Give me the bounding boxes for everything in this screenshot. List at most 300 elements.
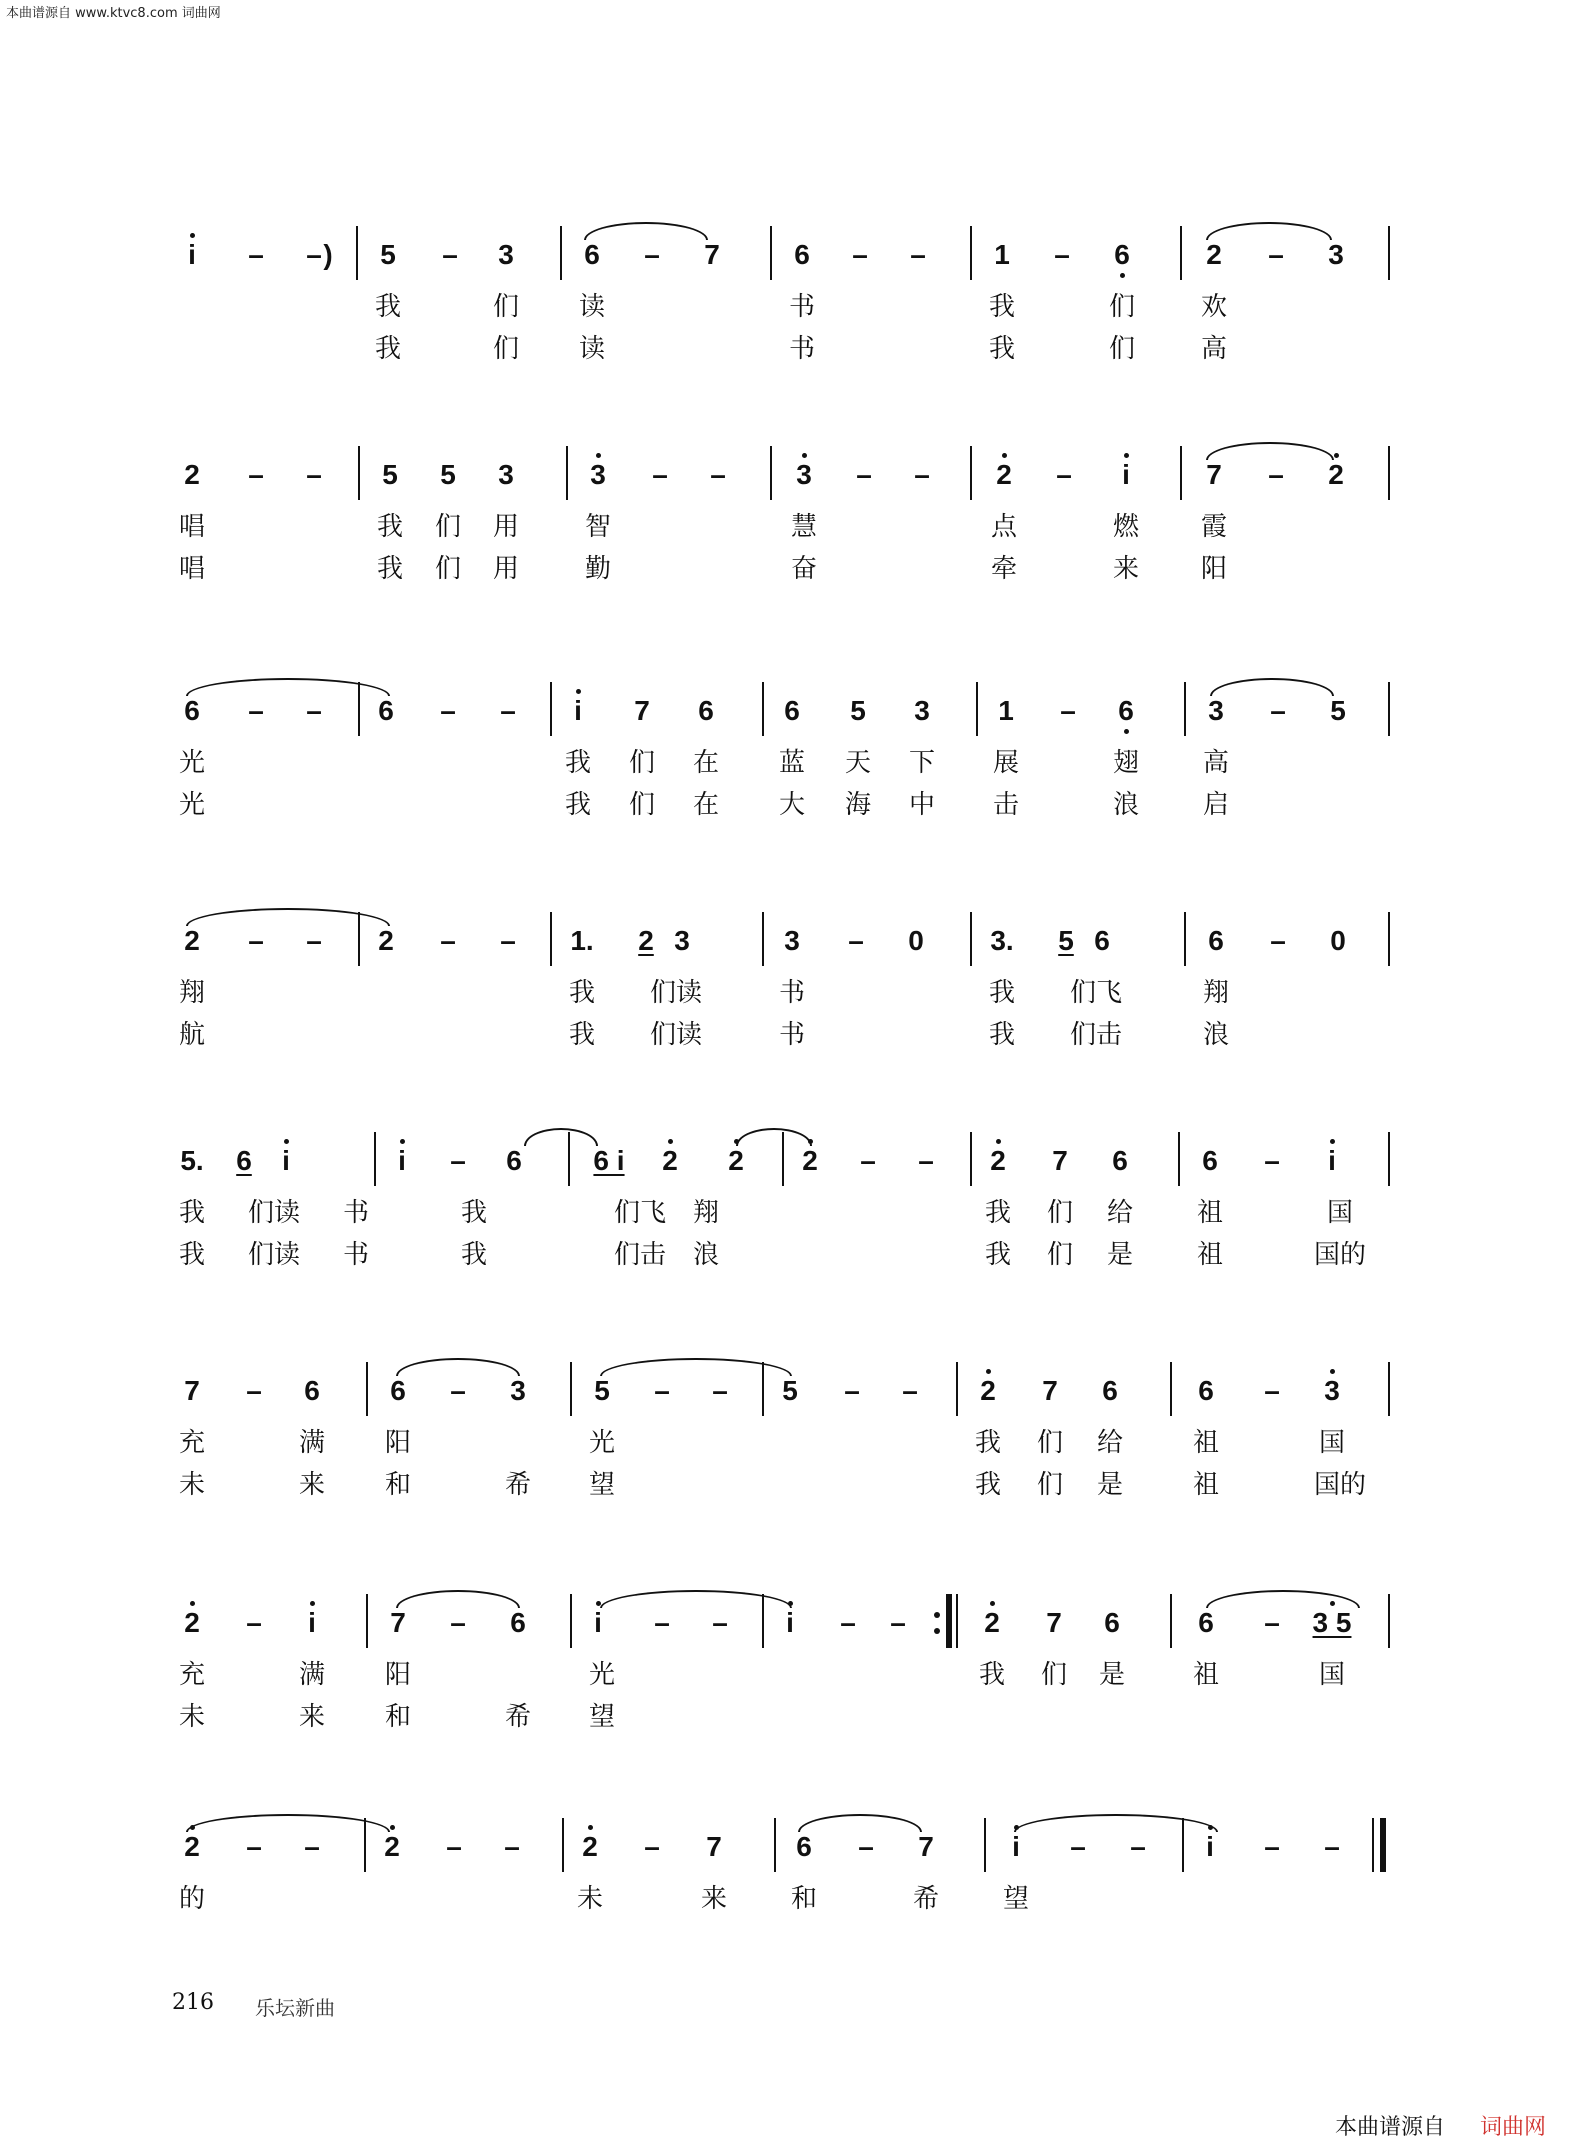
barline xyxy=(1180,446,1182,500)
note: – xyxy=(644,1831,660,1862)
note: – xyxy=(654,1607,670,1638)
lyric: 国 xyxy=(1318,1660,1345,1690)
lyric: 高 xyxy=(1202,748,1229,778)
staff-row-4 xyxy=(170,912,1400,1056)
note: 5 xyxy=(1330,695,1346,726)
lyric: 我 xyxy=(374,292,401,322)
note: 6 xyxy=(1100,240,1144,270)
note: 7 xyxy=(706,1831,722,1862)
note: – xyxy=(246,1375,262,1406)
note: 2 xyxy=(714,1146,758,1176)
note: i xyxy=(290,1608,334,1638)
barline xyxy=(560,226,562,280)
note: – xyxy=(442,239,458,270)
slur xyxy=(1206,222,1332,240)
lyric: 和 xyxy=(790,1884,817,1914)
lyric: 祖 xyxy=(1192,1470,1219,1500)
lyric: 翔 xyxy=(1202,978,1229,1008)
lyric: 们 xyxy=(1036,1470,1063,1500)
note: – xyxy=(306,695,322,726)
note: – xyxy=(306,925,322,956)
staff-row-8 xyxy=(170,1818,1400,1920)
barline xyxy=(774,1818,776,1872)
lyric: 我 xyxy=(564,790,591,820)
barline xyxy=(970,226,972,280)
lyric: 用 xyxy=(492,512,519,542)
lyric: 我 xyxy=(460,1240,487,1270)
lyric: 击 xyxy=(992,790,1019,820)
lyric: 勤 xyxy=(584,554,611,584)
note: – xyxy=(858,1831,874,1862)
lyric: 望 xyxy=(588,1470,615,1500)
note: 2 xyxy=(184,459,200,490)
note: 6 xyxy=(794,239,810,270)
note: i xyxy=(576,1608,620,1638)
note: 5 xyxy=(440,459,456,490)
note: 1. xyxy=(570,925,594,956)
barline xyxy=(366,1362,368,1416)
note: – xyxy=(914,459,930,490)
lyric: 我 xyxy=(178,1198,205,1228)
note: 6 xyxy=(1208,925,1224,956)
lyric: 翅 xyxy=(1112,748,1139,778)
barline xyxy=(1180,226,1182,280)
note: 2 xyxy=(378,925,394,956)
note: – xyxy=(1264,1375,1280,1406)
note: 2 xyxy=(638,925,654,956)
slur xyxy=(798,1814,922,1832)
note: 0 xyxy=(908,925,924,956)
lyric: 启 xyxy=(1202,790,1229,820)
staff-row-2 xyxy=(170,446,1400,590)
slur xyxy=(736,1128,812,1146)
barline xyxy=(1170,1594,1172,1648)
lyric: 希 xyxy=(912,1884,939,1914)
lyric: 大 xyxy=(778,790,805,820)
barline xyxy=(550,912,552,966)
note: 6 xyxy=(1112,1145,1128,1176)
note: 6 xyxy=(1202,1145,1218,1176)
lyric: 用 xyxy=(492,554,519,584)
lyric: 们读 xyxy=(649,1020,702,1050)
lyric: 浪 xyxy=(1202,1020,1229,1050)
note: – xyxy=(440,695,456,726)
lyric: 祖 xyxy=(1196,1240,1223,1270)
lyric: 满 xyxy=(298,1428,325,1458)
lyric: 光 xyxy=(588,1660,615,1690)
slur xyxy=(1206,1590,1360,1608)
note: 6 i xyxy=(593,1145,625,1176)
lyric: 书 xyxy=(342,1198,369,1228)
note: 2 xyxy=(966,1376,1010,1406)
note: 6 xyxy=(304,1375,320,1406)
note: 2 xyxy=(1314,460,1358,490)
lyric: 来 xyxy=(700,1884,727,1914)
barline xyxy=(364,1818,366,1872)
note: – xyxy=(644,239,660,270)
note: – xyxy=(1268,459,1284,490)
note: 6 xyxy=(796,1831,812,1862)
note: i xyxy=(994,1832,1038,1862)
barline xyxy=(970,446,972,500)
lyric: 们 xyxy=(1108,334,1135,364)
lyric: 我 xyxy=(984,1240,1011,1270)
slur xyxy=(584,222,708,240)
note: 6 xyxy=(510,1607,526,1638)
lyric: 们 xyxy=(1046,1240,1073,1270)
note: – xyxy=(910,239,926,270)
note: 3 xyxy=(1328,239,1344,270)
lyric: 翔 xyxy=(692,1198,719,1228)
lyric: 未 xyxy=(178,1470,205,1500)
lyric: 奋 xyxy=(790,554,817,584)
note: – xyxy=(1060,695,1076,726)
note: – xyxy=(860,1145,876,1176)
lyric: 我 xyxy=(988,978,1015,1008)
lyric: 和 xyxy=(384,1470,411,1500)
staff-row-6 xyxy=(170,1362,1400,1506)
barline xyxy=(984,1818,986,1872)
barline xyxy=(770,446,772,500)
note: 2 xyxy=(648,1146,692,1176)
lyric: 们击 xyxy=(613,1240,666,1270)
slur xyxy=(1210,678,1334,696)
lyric: 来 xyxy=(298,1470,325,1500)
lyric: 高 xyxy=(1200,334,1227,364)
lyric: 给 xyxy=(1096,1428,1123,1458)
barline xyxy=(976,682,978,736)
lyric: 我 xyxy=(988,1020,1015,1050)
lyric: 们飞 xyxy=(1069,978,1122,1008)
lyric: 们 xyxy=(1108,292,1135,322)
note: 6 xyxy=(784,695,800,726)
barline xyxy=(1388,682,1390,736)
lyric: 欢 xyxy=(1200,292,1227,322)
lyric: 书 xyxy=(342,1240,369,1270)
lyric: 我 xyxy=(984,1198,1011,1228)
lyric: 读 xyxy=(578,334,605,364)
note: 6 xyxy=(1102,1375,1118,1406)
note: 6 xyxy=(184,695,200,726)
slur xyxy=(186,1814,390,1832)
note: – xyxy=(1070,1831,1086,1862)
note: i xyxy=(170,240,214,270)
note: 6 xyxy=(506,1145,522,1176)
barline xyxy=(1182,1818,1184,1872)
lyric: 我 xyxy=(568,1020,595,1050)
note: – xyxy=(1264,1607,1280,1638)
lyric: 我 xyxy=(564,748,591,778)
lyric: 们 xyxy=(434,554,461,584)
lyric: 是 xyxy=(1098,1660,1125,1690)
barline xyxy=(970,912,972,966)
barline xyxy=(570,1362,572,1416)
note: 6 xyxy=(390,1375,406,1406)
lyric: 牵 xyxy=(990,554,1017,584)
slur xyxy=(524,1128,598,1146)
lyric: 慧 xyxy=(790,512,817,542)
note: – xyxy=(248,239,264,270)
note: – xyxy=(652,459,668,490)
barline xyxy=(1184,912,1186,966)
note: i xyxy=(1104,460,1148,490)
note: i xyxy=(1310,1146,1354,1176)
note: – xyxy=(500,925,516,956)
barline xyxy=(1388,1362,1390,1416)
barline xyxy=(356,226,358,280)
note: – xyxy=(852,239,868,270)
lyric: 下 xyxy=(908,748,935,778)
lyric: 我 xyxy=(988,292,1015,322)
note: 3 xyxy=(576,460,620,490)
note: – xyxy=(712,1607,728,1638)
note: – xyxy=(1264,1145,1280,1176)
barline xyxy=(770,226,772,280)
note: 6 xyxy=(584,239,600,270)
barline xyxy=(358,446,360,500)
lyric: 们 xyxy=(628,790,655,820)
lyric: 在 xyxy=(692,790,719,820)
note: 2 xyxy=(982,460,1026,490)
barline xyxy=(358,682,360,736)
lyric: 们读 xyxy=(247,1198,300,1228)
note: 2 xyxy=(1206,239,1222,270)
note: 2 xyxy=(170,1832,214,1862)
note: 6 xyxy=(1104,1607,1120,1638)
lyric: 们读 xyxy=(649,978,702,1008)
barline xyxy=(1388,1594,1390,1648)
barline xyxy=(762,1362,764,1416)
lyric: 来 xyxy=(298,1702,325,1732)
lyric: 充 xyxy=(178,1660,205,1690)
note: – xyxy=(304,1831,320,1862)
top-source-text: 本曲谱源自 www.ktvc8.com 词曲网 xyxy=(6,6,221,21)
note: 6 xyxy=(698,695,714,726)
lyric: 给 xyxy=(1106,1198,1133,1228)
lyric: 望 xyxy=(1002,1884,1029,1914)
note: 2 xyxy=(970,1608,1014,1638)
note: 2 xyxy=(568,1832,612,1862)
final-barline xyxy=(1380,1818,1386,1872)
lyric: 阳 xyxy=(1200,554,1227,584)
lyric: 我 xyxy=(978,1660,1005,1690)
note: 3 xyxy=(784,925,800,956)
note: – xyxy=(500,695,516,726)
note: 6 xyxy=(1094,925,1110,956)
note: – xyxy=(902,1375,918,1406)
note: – xyxy=(1264,1831,1280,1862)
lyric: 光 xyxy=(588,1428,615,1458)
lyric: 蓝 xyxy=(778,748,805,778)
note: 7 xyxy=(1042,1375,1058,1406)
note: – xyxy=(440,925,456,956)
note: 7 xyxy=(634,695,650,726)
note: 3 xyxy=(914,695,930,726)
lyric: 我 xyxy=(974,1470,1001,1500)
lyric: 们飞 xyxy=(613,1198,666,1228)
barline xyxy=(562,1818,564,1872)
page-number: 216 xyxy=(172,1990,214,2015)
lyric: 们 xyxy=(1046,1198,1073,1228)
note: – xyxy=(1054,239,1070,270)
lyric: 我 xyxy=(178,1240,205,1270)
lyric: 我 xyxy=(374,334,401,364)
note: 3 xyxy=(1208,695,1224,726)
note: 6 xyxy=(378,695,394,726)
note: 5 xyxy=(594,1375,610,1406)
note: – xyxy=(654,1375,670,1406)
watermark-site[interactable]: 词曲网 xyxy=(1480,2115,1547,2140)
lyric: 们 xyxy=(434,512,461,542)
lyric: 未 xyxy=(178,1702,205,1732)
note: ) xyxy=(323,239,333,270)
staff-row-1 xyxy=(170,226,1400,370)
note: 3 xyxy=(498,459,514,490)
lyric: 国 xyxy=(1318,1428,1345,1458)
note: – xyxy=(712,1375,728,1406)
note: – xyxy=(306,239,322,270)
note: – xyxy=(248,925,264,956)
barline xyxy=(1178,1132,1180,1186)
note: 3 xyxy=(1310,1376,1354,1406)
lyric: 唱 xyxy=(178,512,205,542)
barline xyxy=(1170,1362,1172,1416)
note: 2 xyxy=(370,1832,414,1862)
watermark-source: 本曲谱源自 xyxy=(1335,2115,1446,2140)
lyric: 们 xyxy=(492,334,519,364)
note: i xyxy=(1188,1832,1232,1862)
note: 5 xyxy=(1058,925,1074,956)
note: 7 xyxy=(918,1831,934,1862)
note: 6 xyxy=(1198,1607,1214,1638)
barline xyxy=(568,1132,570,1186)
lyric: 书 xyxy=(778,1020,805,1050)
note: 3 xyxy=(498,239,514,270)
note: – xyxy=(246,1607,262,1638)
lyric: 国的 xyxy=(1313,1470,1366,1500)
lyric: 霞 xyxy=(1200,512,1227,542)
note: 7 xyxy=(390,1607,406,1638)
note: – xyxy=(1270,925,1286,956)
lyric: 我 xyxy=(988,334,1015,364)
barline xyxy=(550,682,552,736)
note: – xyxy=(890,1607,906,1638)
barline xyxy=(1388,226,1390,280)
lyric: 是 xyxy=(1096,1470,1123,1500)
barline xyxy=(374,1132,376,1186)
slur xyxy=(1206,442,1334,460)
barline xyxy=(782,1132,784,1186)
lyric: 读 xyxy=(578,292,605,322)
lyric: 点 xyxy=(990,512,1017,542)
lyric: 们 xyxy=(1036,1428,1063,1458)
note: 6 xyxy=(1104,696,1148,726)
lyric: 阳 xyxy=(384,1428,411,1458)
lyric: 国的 xyxy=(1313,1240,1366,1270)
note: 5 xyxy=(380,239,396,270)
lyric: 望 xyxy=(588,1702,615,1732)
note: i xyxy=(264,1146,308,1176)
slur xyxy=(396,1590,520,1608)
barline xyxy=(358,912,360,966)
note: – xyxy=(1130,1831,1146,1862)
note: i xyxy=(768,1608,812,1638)
lyric: 是 xyxy=(1106,1240,1133,1270)
note: 1 xyxy=(994,239,1010,270)
barline xyxy=(762,912,764,966)
lyric: 我 xyxy=(974,1428,1001,1458)
lyric: 们 xyxy=(492,292,519,322)
note: – xyxy=(840,1607,856,1638)
lyric: 来 xyxy=(1112,554,1139,584)
note: 7 xyxy=(1052,1145,1068,1176)
lyric: 中 xyxy=(908,790,935,820)
note: 2 xyxy=(184,925,200,956)
note: – xyxy=(246,1831,262,1862)
lyric: 航 xyxy=(178,1020,205,1050)
lyric: 海 xyxy=(844,790,871,820)
lyric: 我 xyxy=(376,554,403,584)
note: 5 xyxy=(782,1375,798,1406)
lyric: 祖 xyxy=(1192,1660,1219,1690)
note: 0 xyxy=(1330,925,1346,956)
lyric: 书 xyxy=(788,292,815,322)
lyric: 智 xyxy=(584,512,611,542)
lyric: 天 xyxy=(844,748,871,778)
note: – xyxy=(1270,695,1286,726)
lyric: 光 xyxy=(178,748,205,778)
barline xyxy=(970,1132,972,1186)
lyric: 唱 xyxy=(178,554,205,584)
note: – xyxy=(450,1607,466,1638)
barline xyxy=(566,446,568,500)
staff-row-3 xyxy=(170,682,1400,826)
barline xyxy=(762,1594,764,1648)
note: – xyxy=(1324,1831,1340,1862)
lyric: 满 xyxy=(298,1660,325,1690)
note: i xyxy=(380,1146,424,1176)
barline xyxy=(366,1594,368,1648)
lyric: 们 xyxy=(1040,1660,1067,1690)
note: 3 5 xyxy=(1300,1608,1364,1638)
lyric: 们击 xyxy=(1069,1020,1122,1050)
note: – xyxy=(1268,239,1284,270)
lyric: 浪 xyxy=(692,1240,719,1270)
barline xyxy=(956,1594,958,1648)
barline xyxy=(946,1594,952,1648)
lyric: 们读 xyxy=(247,1240,300,1270)
lyric: 阳 xyxy=(384,1660,411,1690)
note: – xyxy=(844,1375,860,1406)
staff-row-7 xyxy=(170,1594,1400,1738)
note: – xyxy=(856,459,872,490)
lyric: 在 xyxy=(692,748,719,778)
note: 3 xyxy=(674,925,690,956)
note: 3 xyxy=(510,1375,526,1406)
staff-row-5 xyxy=(170,1132,1400,1276)
note: 7 xyxy=(1046,1607,1062,1638)
lyric: 祖 xyxy=(1192,1428,1219,1458)
note: – xyxy=(248,459,264,490)
barline xyxy=(1388,1132,1390,1186)
lyric: 充 xyxy=(178,1428,205,1458)
lyric: 希 xyxy=(504,1470,531,1500)
lyric: 未 xyxy=(576,1884,603,1914)
note: – xyxy=(710,459,726,490)
note: 3 xyxy=(782,460,826,490)
slur xyxy=(1014,1814,1218,1832)
book-title: 乐坛新曲 xyxy=(255,1996,335,2020)
